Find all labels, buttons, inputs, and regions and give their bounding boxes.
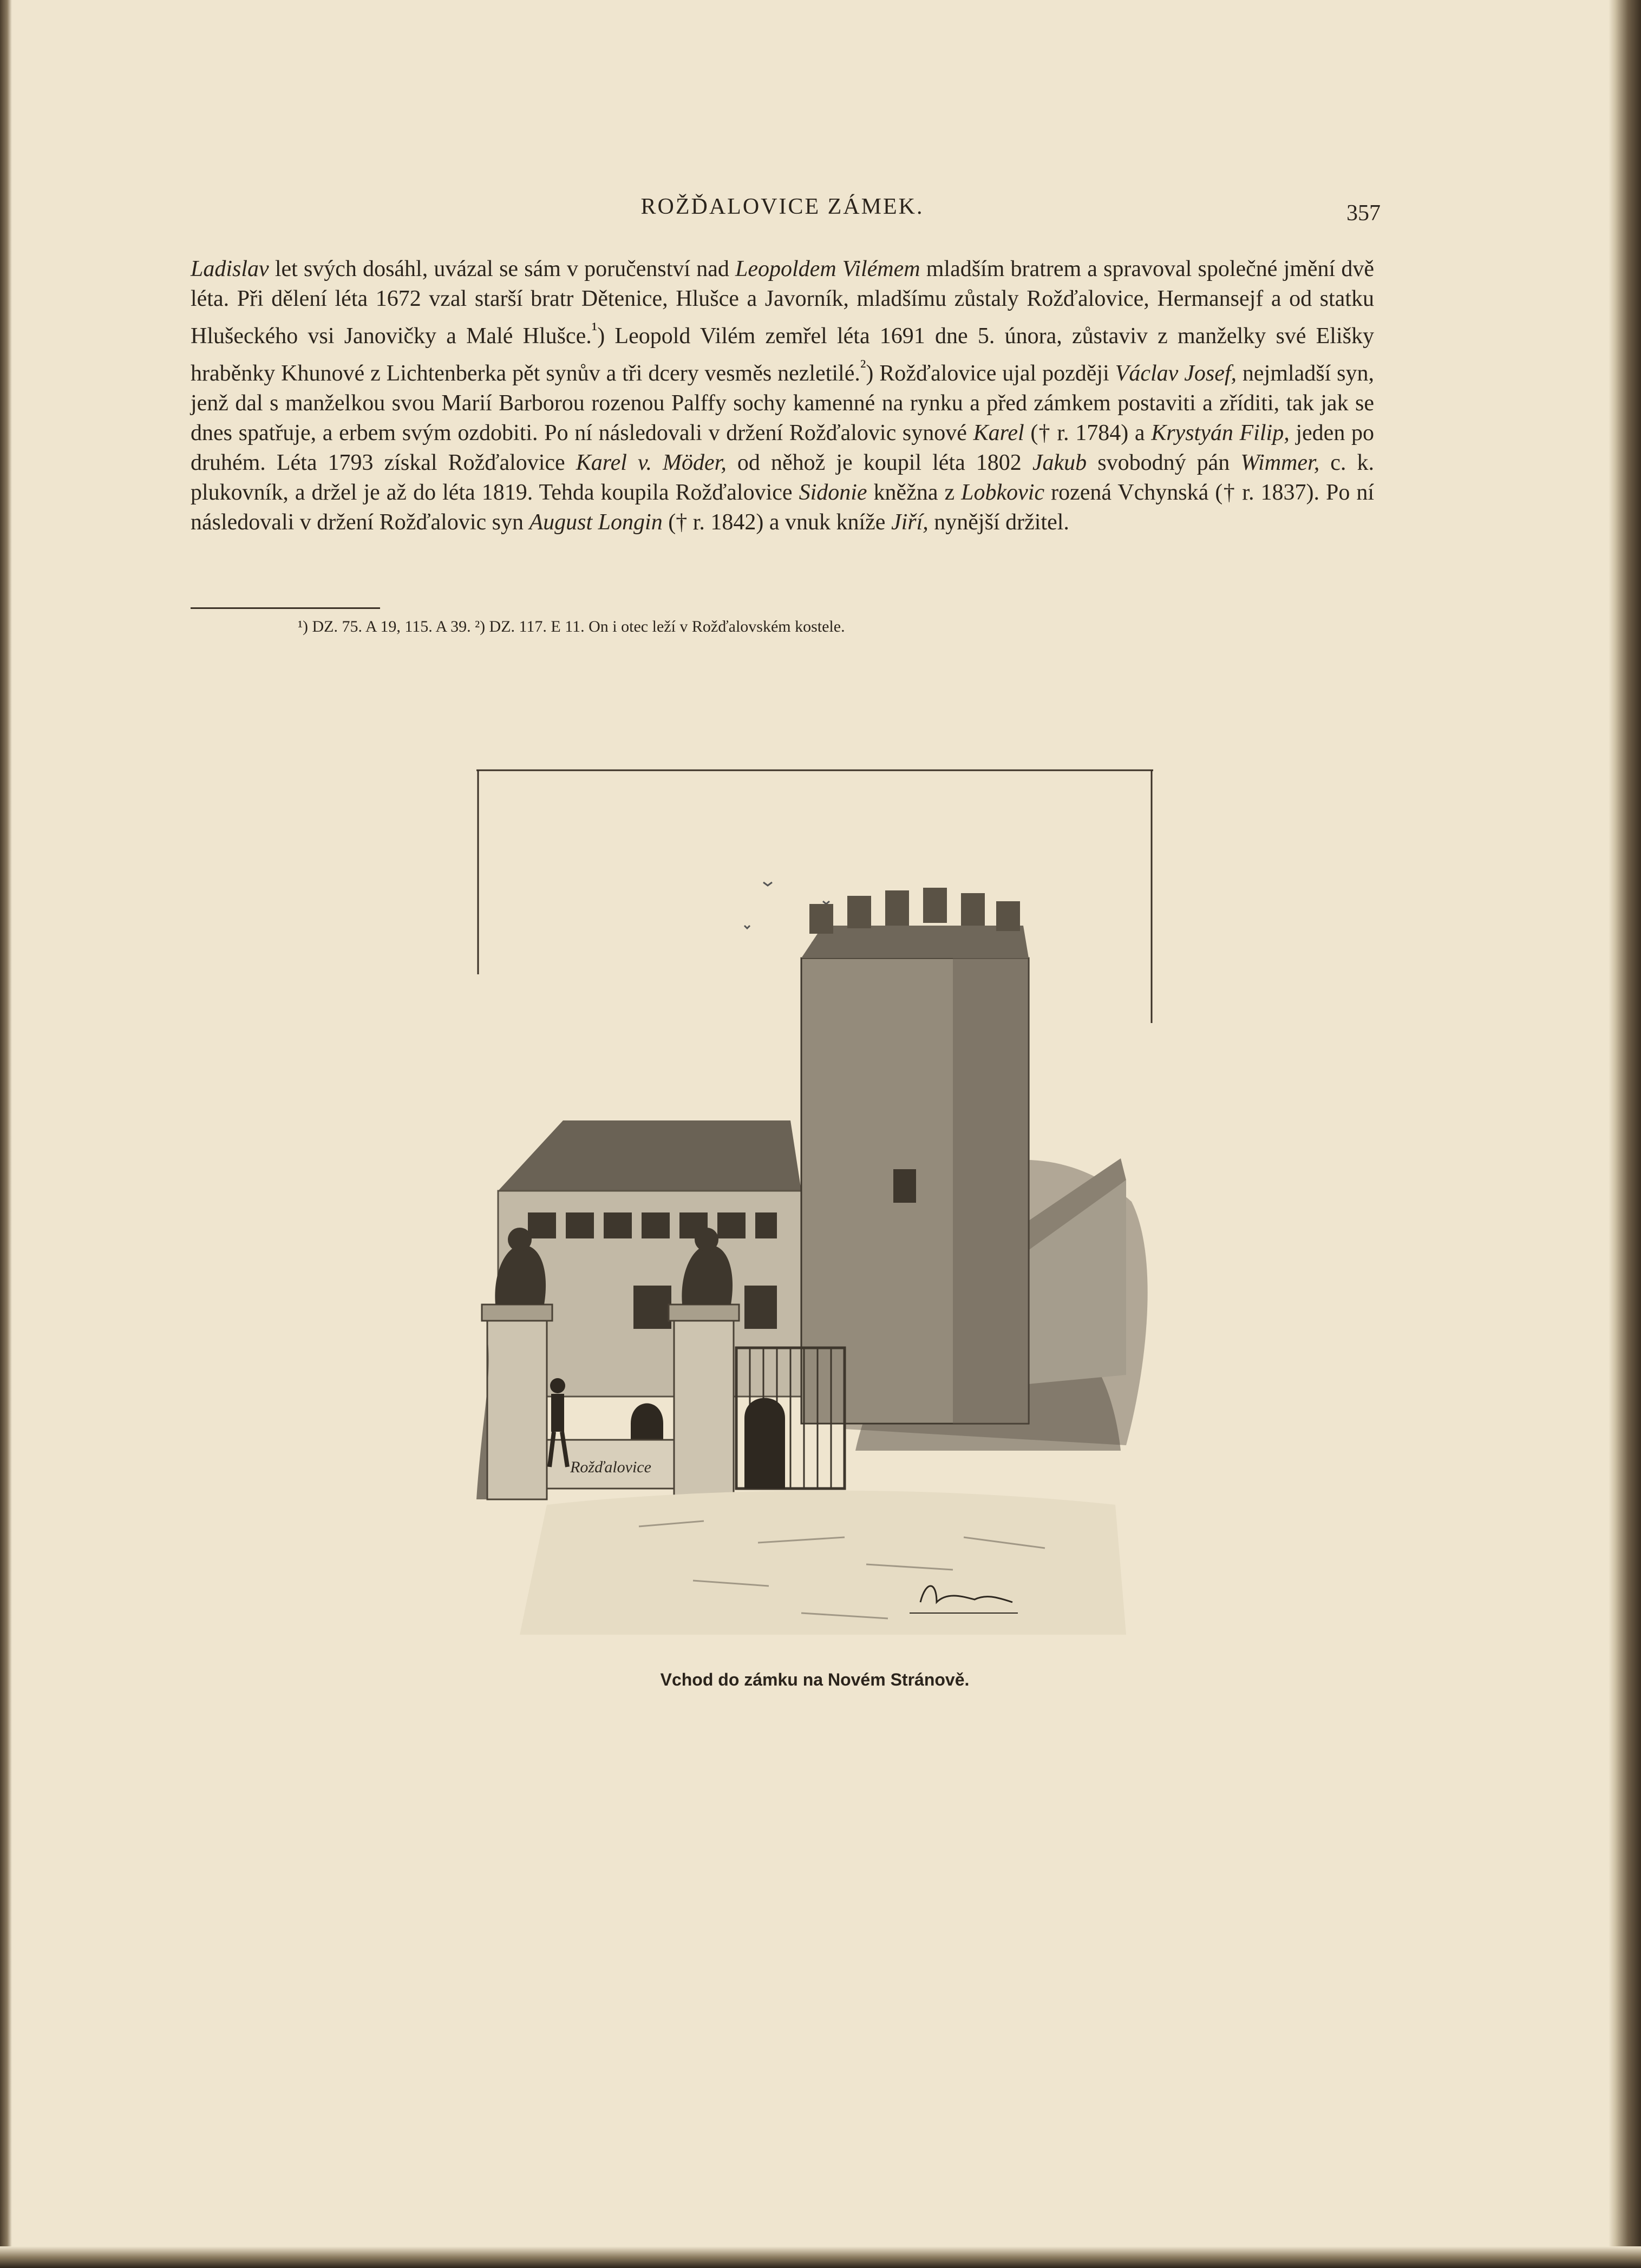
body-text-span: c. k. plukovník, a držel je až do léta 1819. Tehda koupila Rožďalovice bbox=[191, 450, 1374, 505]
body-text-span: nynější držitel. bbox=[928, 510, 1069, 535]
name-leopold-vilem: Leopoldem Vilémem bbox=[735, 257, 920, 281]
body-text-span: ) Rožďalovice ujal později bbox=[866, 361, 1115, 386]
body-text-span: svobodný pán bbox=[1087, 450, 1241, 475]
body-text-span: kněžna z bbox=[867, 480, 962, 505]
name-vaclav-josef: Václav Josef, bbox=[1115, 361, 1237, 386]
gate-inscription: Rožďalovice bbox=[570, 1458, 651, 1476]
body-paragraph bbox=[191, 254, 1374, 537]
body-text-span: ) Leopold Vilém zemřel léta 1691 dne 5. února, zůstaviv z manželky své Elišky hraběnky Khunové z Lichtenberka pět synův a tři dcery vesměs nezletilé. bbox=[191, 324, 1374, 386]
body-text-span: († r. 1842) a vnuk kníže bbox=[662, 510, 891, 535]
illustration-caption: Vchod do zámku na Novém Stránově. bbox=[660, 1670, 970, 1689]
footnote-rule bbox=[191, 607, 380, 609]
page-header bbox=[189, 194, 1381, 226]
footnotes: ¹) DZ. 75. A 19, 115. A 39. ²) DZ. 117. E 11. On i otec leží v Rožďalovském kostele. bbox=[298, 618, 845, 635]
name-august-longin: August Longin bbox=[529, 510, 663, 535]
castle-illustration bbox=[476, 769, 1153, 1662]
name-sidonie: Sidonie bbox=[799, 480, 867, 505]
name-jakub: Jakub bbox=[1032, 450, 1087, 475]
running-title: ROŽĎALOVICE ZÁMEK. bbox=[640, 194, 924, 219]
footnote-marker-2: ² bbox=[860, 356, 866, 377]
page-edge-left bbox=[0, 0, 12, 2268]
page-edge-right bbox=[1609, 0, 1641, 2268]
body-text-span: jeden po druhém. Léta 1793 získal Rožďalovice bbox=[191, 421, 1374, 475]
page-number: 357 bbox=[1346, 201, 1381, 226]
body-text-span: mladším bratrem a spravoval společné jmění dvě léta. Při dělení léta 1672 vzal starší bratr Dětenice, Hlušce a Javorník, mladšímu zůstaly Rožďalovice, Hermansejf a od statku Hlušeckého vsi Janovičky a Malé Hlušce. bbox=[191, 257, 1374, 349]
name-jiri: Jiří, bbox=[891, 510, 929, 535]
castle-engraving bbox=[476, 769, 1153, 1662]
name-krystyan-filip: Krystyán Filip, bbox=[1151, 421, 1290, 445]
page-edge-bottom bbox=[0, 2246, 1641, 2268]
body-text-span: let svých dosáhl, uvázal se sám v poručenství nad bbox=[269, 257, 736, 281]
body-text-span: rozená Vchynská († r. 1837). Po ní následovali v držení Rožďalovic syn bbox=[191, 480, 1374, 535]
name-karel: Karel bbox=[973, 421, 1024, 445]
name-ladislav: Ladislav bbox=[191, 257, 269, 281]
body-text-span: od něhož je koupil léta 1802 bbox=[726, 450, 1032, 475]
name-karel-moder: Karel v. Möder, bbox=[576, 450, 727, 475]
name-wimmer: Wimmer, bbox=[1240, 450, 1320, 475]
name-lobkovic: Lobkovic bbox=[961, 480, 1045, 505]
body-text-span: († r. 1784) a bbox=[1024, 421, 1152, 445]
body-text-span: nejmladší syn, jenž dal s manželkou svou Marií Barborou rozenou Palffy sochy kamenné na rynku a před zámkem postaviti a zříditi, tak jak se dnes spatřuje, a erbem svým ozdobiti. Po ní následovali v držení Rožďalovic synové bbox=[191, 361, 1374, 445]
footnote-marker-1: ¹ bbox=[591, 318, 598, 339]
